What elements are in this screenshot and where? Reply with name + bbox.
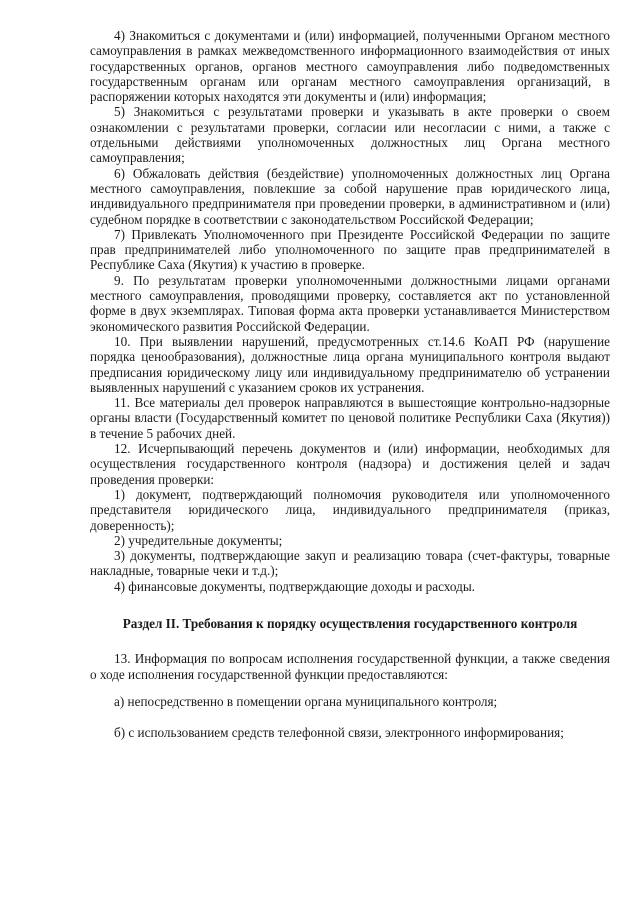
paragraph-10: 10. При выявлении нарушений, предусмотренных ст.14.6 КоАП РФ (нарушение порядка ценообразования), должностные лица органа муниципального контроля выдают предписания юридическому лицу или индивидуальному предпринимателю об устранении выявленных нарушений с указанием сроков их устранения. xyxy=(90,333,610,395)
paragraph-right-6: 6) Обжаловать действия (бездействие) уполномоченных должностных лиц Органа местного самоуправления, повлекшие за собой нарушение прав юридического лица, индивидуального предпринимателя при проведении проверки, в административном и (или) судебном порядке в соответствии с законодательством Российской Федерации; xyxy=(90,165,610,227)
paragraph-13: 13. Информация по вопросам исполнения государственной функции, а также сведения о ходе исполнения государственной функции предоставляются: xyxy=(90,651,610,682)
section-heading: Раздел II. Требования к порядку осуществления государственного контроля xyxy=(122,615,578,631)
paragraph-right-4: 4) Знакомиться с документами и (или) информацией, полученными Органом местного самоуправления в рамках межведомственного информационного взаимодействия от иных государственных органов, органов местного самоуправления либо подведомственных государственным органам или органам местного самоуправления организаций, в распоряжении которых находятся эти документы и (или) информация; xyxy=(90,28,610,105)
list-item-1: 1) документ, подтверждающий полномочия руководителя или уполномоченного представителя юридического лица, индивидуального предпринимателя (приказ, доверенность); xyxy=(90,486,610,533)
list-item-b: б) с использованием средств телефонной связи, электронного информирования; xyxy=(114,725,564,741)
document-body xyxy=(90,28,610,740)
paragraph-right-5: 5) Знакомиться с результатами проверки и указывать в акте проверки о своем ознакомлении с результатами проверки, согласии или несогласии с ними, а также с отдельными действиями уполномоченных должностных лиц Органа местного самоуправления; xyxy=(90,104,610,166)
paragraph-9: 9. По результатам проверки уполномоченными должностными лицами органами местного самоуправления, проводящими проверку, составляется акт по установленной форме в двух экземплярах. Типовая форма акта проверки устанавливается Министерством экономического развития Российской Федерации. xyxy=(90,272,610,334)
paragraph-12: 12. Исчерпывающий перечень документов и (или) информации, необходимых для осуществления государственного контроля (надзора) и достижения целей и задач проведения проверки: xyxy=(90,441,610,487)
paragraph-right-7: 7) Привлекать Уполномоченного при Президенте Российской Федерации по защите прав предпринимателей либо уполномоченного по защите прав предпринимателей в Республике Саха (Якутия) к участию в проверке. xyxy=(90,226,610,273)
list-item-a: а) непосредственно в помещении органа муниципального контроля; xyxy=(114,693,498,709)
list-item-3: 3) документы, подтверждающие закуп и реализацию товара (счет-фактуры, товарные накладные, товарные чеки и т.д.); xyxy=(90,548,610,579)
list-item-4: 4) финансовые документы, подтверждающие доходы и расходы. xyxy=(114,578,475,594)
paragraph-11: 11. Все материалы дел проверок направляются в вышестоящие контрольно-надзорные органы власти (Государственный комитет по ценовой политике Республики Саха (Якутия)) в течение 5 рабочих дней. xyxy=(90,395,610,441)
list-item-2: 2) учредительные документы; xyxy=(114,532,283,548)
